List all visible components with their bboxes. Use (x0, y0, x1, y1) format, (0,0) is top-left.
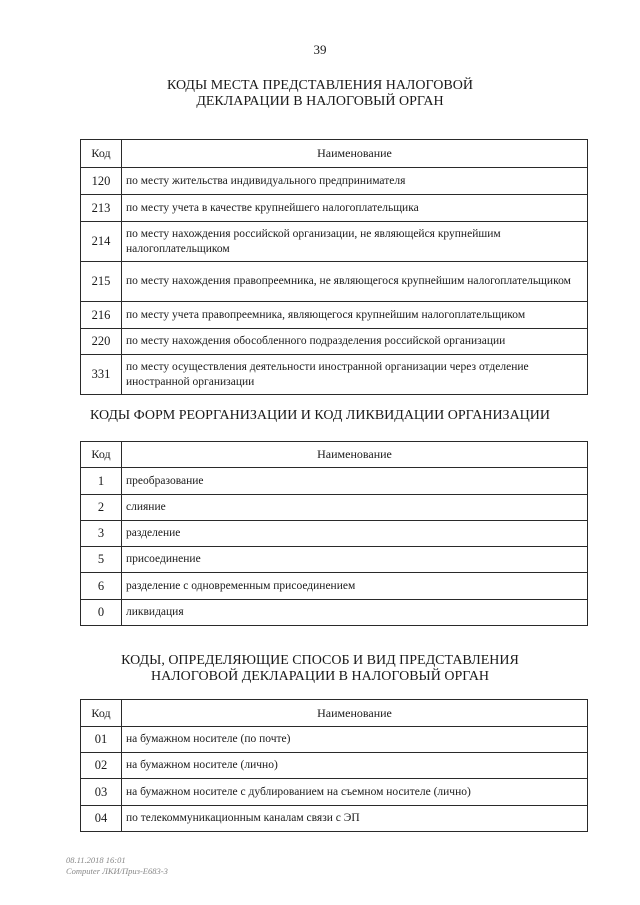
table-row (81, 806, 588, 832)
name-cell: по месту нахождения российской организации, не являющейся крупнейшим налогоплательщиком (122, 222, 588, 262)
section-heading-reorganization-codes (0, 408, 640, 424)
name-cell: по телекоммуникационным каналам связи с ЭП (122, 806, 588, 832)
code-cell: 03 (81, 779, 122, 806)
name-column-header: Наименование (122, 140, 588, 168)
table-header-row (81, 140, 588, 168)
section-heading-submission-method-codes (0, 653, 640, 685)
code-cell: 331 (81, 355, 122, 395)
table-row (81, 495, 588, 521)
name-cell: по месту учета правопреемника, являющегося крупнейшим налогоплательщиком (122, 302, 588, 329)
code-cell: 5 (81, 547, 122, 573)
code-cell: 3 (81, 521, 122, 547)
table-row (81, 727, 588, 753)
name-cell: разделение (122, 521, 588, 547)
table-row (81, 468, 588, 495)
table-header-row (81, 442, 588, 468)
name-column-header: Наименование (122, 700, 588, 727)
table-row (81, 329, 588, 355)
section-heading-place-codes (0, 78, 640, 110)
table-row (81, 355, 588, 395)
page-number: 39 (313, 42, 327, 57)
place-codes-table (80, 139, 588, 395)
footer-document-code: Computer ЛКИ/Приз-Е683-3 (66, 866, 168, 876)
name-cell: присоединение (122, 547, 588, 573)
code-column-header: Код (81, 700, 122, 727)
code-cell: 213 (81, 195, 122, 222)
code-cell: 04 (81, 806, 122, 832)
table-row (81, 521, 588, 547)
heading-line: ДЕКЛАРАЦИИ В НАЛОГОВЫЙ ОРГАН (196, 94, 444, 109)
heading-line: КОДЫ МЕСТА ПРЕДСТАВЛЕНИЯ НАЛОГОВОЙ (167, 78, 473, 93)
table-row (81, 573, 588, 600)
code-cell: 02 (81, 753, 122, 779)
table-row (81, 779, 588, 806)
reorganization-codes-table (80, 441, 588, 626)
code-cell: 214 (81, 222, 122, 262)
code-cell: 1 (81, 468, 122, 495)
table-row (81, 547, 588, 573)
table-row (81, 222, 588, 262)
code-cell: 120 (81, 168, 122, 195)
code-cell: 2 (81, 495, 122, 521)
code-cell: 6 (81, 573, 122, 600)
name-cell: разделение с одновременным присоединением (122, 573, 588, 600)
name-cell: по месту нахождения обособленного подразделения российской организации (122, 329, 588, 355)
name-cell: по месту учета в качестве крупнейшего налогоплательщика (122, 195, 588, 222)
name-cell: по месту осуществления деятельности иностранной организации через отделение иностранной организации (122, 355, 588, 395)
code-column-header: Код (81, 442, 122, 468)
code-cell: 01 (81, 727, 122, 753)
code-cell: 215 (81, 262, 122, 302)
name-cell: на бумажном носителе (лично) (122, 753, 588, 779)
table-row (81, 262, 588, 302)
name-cell: на бумажном носителе с дублированием на съемном носителе (лично) (122, 779, 588, 806)
code-column-header: Код (81, 140, 122, 168)
table-row (81, 195, 588, 222)
name-cell: преобразование (122, 468, 588, 495)
footer-stamp (66, 855, 168, 877)
name-cell: по месту нахождения правопреемника, не являющегося крупнейшим налогоплательщиком (122, 262, 588, 302)
code-cell: 220 (81, 329, 122, 355)
footer-date: 08.11.2018 16:01 (66, 855, 126, 865)
heading-line: НАЛОГОВОЙ ДЕКЛАРАЦИИ В НАЛОГОВЫЙ ОРГАН (150, 669, 490, 684)
table-row (81, 168, 588, 195)
name-cell: по месту жительства индивидуального предпринимателя (122, 168, 588, 195)
submission-method-codes-table (80, 699, 588, 832)
table-row (81, 600, 588, 626)
name-column-header: Наименование (122, 442, 588, 468)
table-header-row (81, 700, 588, 727)
code-cell: 0 (81, 600, 122, 626)
heading-line: КОДЫ, ОПРЕДЕЛЯЮЩИЕ СПОСОБ И ВИД ПРЕДСТАВЛЕНИЯ (121, 653, 519, 668)
table-row (81, 302, 588, 329)
name-cell: на бумажном носителе (по почте) (122, 727, 588, 753)
table-row (81, 753, 588, 779)
name-cell: слияние (122, 495, 588, 521)
code-cell: 216 (81, 302, 122, 329)
name-cell: ликвидация (122, 600, 588, 626)
heading-line: КОДЫ ФОРМ РЕОРГАНИЗАЦИИ И КОД ЛИКВИДАЦИИ ОРГАНИЗАЦИИ (89, 408, 551, 423)
